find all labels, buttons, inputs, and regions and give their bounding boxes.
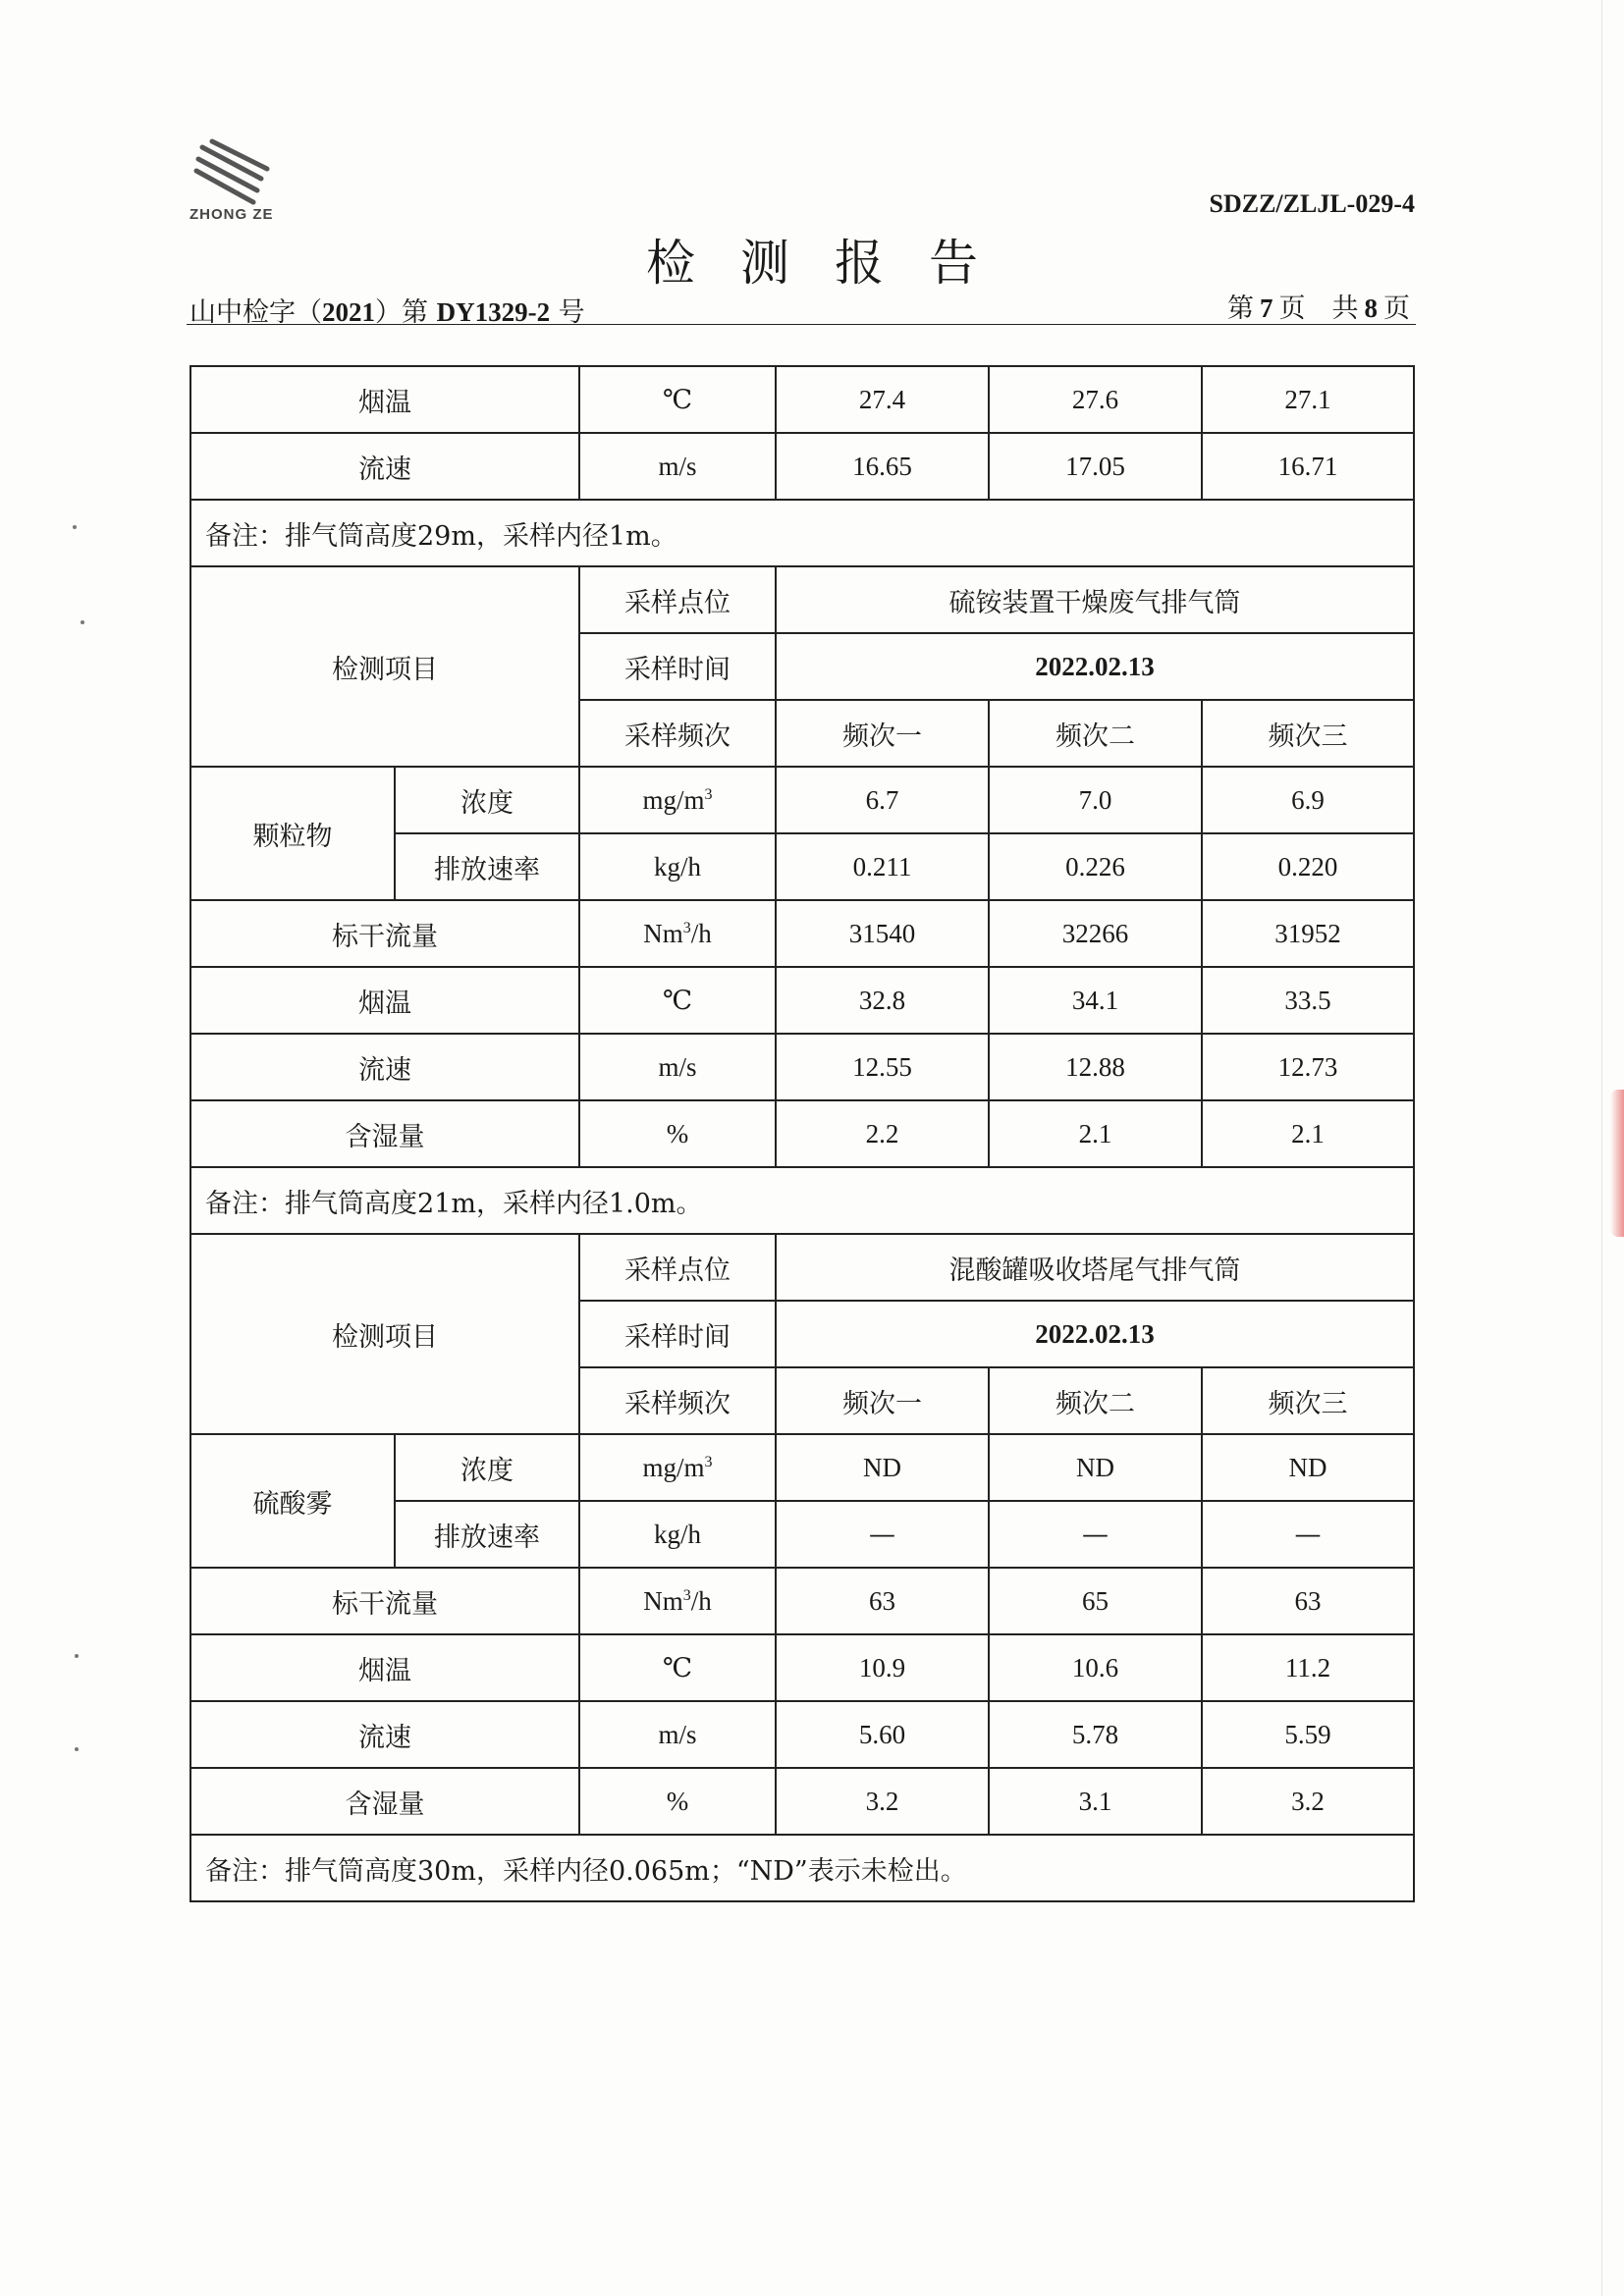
unit-cell: % — [579, 1100, 776, 1167]
value-cell: 0.220 — [1202, 833, 1414, 900]
value-cell: 11.2 — [1202, 1634, 1414, 1701]
table-row — [190, 1568, 1414, 1634]
freq-header: 频次一 — [776, 1367, 989, 1434]
value-cell: 5.78 — [989, 1701, 1202, 1768]
table-row — [190, 500, 1414, 566]
value-cell: 34.1 — [989, 967, 1202, 1034]
unit-cell: % — [579, 1768, 776, 1835]
page-info: 第 7 页 共 8 页 — [1227, 294, 1410, 324]
table-row — [190, 767, 1414, 833]
table-row — [190, 566, 1414, 633]
value-cell: 2.1 — [1202, 1100, 1414, 1167]
value-cell: 12.73 — [1202, 1034, 1414, 1100]
concentration-label: 浓度 — [395, 767, 579, 833]
table-row — [190, 1434, 1414, 1501]
header-rule — [187, 324, 1416, 325]
unit-cell: ℃ — [579, 967, 776, 1034]
unit-cell: $mg/m^3$ — [579, 767, 776, 833]
table-row — [190, 366, 1414, 433]
value-cell: 27.1 — [1202, 366, 1414, 433]
sample-point-label: 采样点位 — [579, 1234, 776, 1301]
unit-cell: m/s — [579, 1701, 776, 1768]
value-cell: 7.0 — [989, 767, 1202, 833]
item-label: 检测项目 — [190, 1234, 579, 1434]
concentration-label: 浓度 — [395, 1434, 579, 1501]
value-cell: 31540 — [776, 900, 989, 967]
value-cell: 0.211 — [776, 833, 989, 900]
value-cell: 2.2 — [776, 1100, 989, 1167]
value-cell: 6.9 — [1202, 767, 1414, 833]
sample-time-label: 采样时间 — [579, 633, 776, 700]
remark: 备注：排气筒高度30m，采样内径0.065m；“ND”表示未检出。 — [190, 1835, 1414, 1901]
value-cell: 63 — [1202, 1568, 1414, 1634]
table-row — [190, 433, 1414, 500]
table-row — [190, 1768, 1414, 1835]
sample-point-value: 硫铵装置干燥废气排气筒 — [776, 566, 1414, 633]
item-label: 检测项目 — [190, 566, 579, 767]
page-edge — [1601, 0, 1602, 2296]
sample-freq-label: 采样频次 — [579, 1367, 776, 1434]
value-cell: 16.65 — [776, 433, 989, 500]
moisture-label: 含湿量 — [190, 1768, 579, 1835]
value-cell: 6.7 — [776, 767, 989, 833]
logo-text: ZHONG ZE — [189, 206, 274, 223]
scan-speck — [81, 620, 84, 624]
freq-header: 频次一 — [776, 700, 989, 767]
std-flow-label: 标干流量 — [190, 900, 579, 967]
value-cell: 27.6 — [989, 366, 1202, 433]
value-cell: — — [776, 1501, 989, 1568]
value-cell: 32266 — [989, 900, 1202, 967]
sample-point-label: 采样点位 — [579, 566, 776, 633]
velocity-label: 流速 — [190, 1701, 579, 1768]
value-cell: ND — [989, 1434, 1202, 1501]
value-cell: 2.1 — [989, 1100, 1202, 1167]
table-row — [190, 1234, 1414, 1301]
value-cell: 63 — [776, 1568, 989, 1634]
emission-rate-label: 排放速率 — [395, 1501, 579, 1568]
value-cell: — — [1202, 1501, 1414, 1568]
value-cell: 3.2 — [776, 1768, 989, 1835]
sample-date: 2022.02.13 — [776, 1301, 1414, 1367]
value-cell: 10.6 — [989, 1634, 1202, 1701]
unit-cell: ℃ — [579, 1634, 776, 1701]
freq-header: 频次二 — [989, 700, 1202, 767]
scan-speck — [73, 525, 77, 529]
results-table — [189, 365, 1415, 1902]
value-cell: 3.1 — [989, 1768, 1202, 1835]
value-cell: 10.9 — [776, 1634, 989, 1701]
value-cell: 32.8 — [776, 967, 989, 1034]
table-row — [190, 1701, 1414, 1768]
velocity-label: 流速 — [190, 433, 579, 500]
value-cell: 27.4 — [776, 366, 989, 433]
flue-temp-label: 烟温 — [190, 1634, 579, 1701]
report-number: 山中检字（2021）第 DY1329-2 号 — [189, 297, 585, 328]
sample-date: 2022.02.13 — [776, 633, 1414, 700]
value-cell: 0.226 — [989, 833, 1202, 900]
unit-cell: m/s — [579, 1034, 776, 1100]
table-row — [190, 1100, 1414, 1167]
flue-temp-label: 烟温 — [190, 967, 579, 1034]
table-row — [190, 1167, 1414, 1234]
table-row — [190, 900, 1414, 967]
value-cell: — — [989, 1501, 1202, 1568]
table-row — [190, 1835, 1414, 1901]
value-cell: 12.55 — [776, 1034, 989, 1100]
value-cell: 17.05 — [989, 433, 1202, 500]
unit-cell: kg/h — [579, 1501, 776, 1568]
sample-time-label: 采样时间 — [579, 1301, 776, 1367]
value-cell: 5.60 — [776, 1701, 989, 1768]
value-cell: 65 — [989, 1568, 1202, 1634]
remark: 备注：排气筒高度21m，采样内径1.0m。 — [190, 1167, 1414, 1234]
emission-rate-label: 排放速率 — [395, 833, 579, 900]
value-cell: 5.59 — [1202, 1701, 1414, 1768]
scan-speck — [75, 1654, 79, 1658]
unit-cell: ℃ — [579, 366, 776, 433]
unit-cell: $mg/m^3$ — [579, 1434, 776, 1501]
pollutant-label: 硫酸雾 — [190, 1434, 395, 1568]
seal-edge — [1610, 1090, 1624, 1237]
freq-header: 频次三 — [1202, 700, 1414, 767]
value-cell: 3.2 — [1202, 1768, 1414, 1835]
value-cell: 31952 — [1202, 900, 1414, 967]
value-cell: 16.71 — [1202, 433, 1414, 500]
sample-freq-label: 采样频次 — [579, 700, 776, 767]
std-flow-label: 标干流量 — [190, 1568, 579, 1634]
page-title: 检测报告 — [646, 235, 1023, 292]
moisture-label: 含湿量 — [190, 1100, 579, 1167]
unit-cell: kg/h — [579, 833, 776, 900]
unit-cell: m/s — [579, 433, 776, 500]
table-row — [190, 1634, 1414, 1701]
sample-point-value: 混酸罐吸收塔尾气排气筒 — [776, 1234, 1414, 1301]
table-row — [190, 1034, 1414, 1100]
freq-header: 频次二 — [989, 1367, 1202, 1434]
scan-speck — [75, 1747, 79, 1751]
pollutant-label: 颗粒物 — [190, 767, 395, 900]
value-cell: ND — [776, 1434, 989, 1501]
value-cell: ND — [1202, 1434, 1414, 1501]
freq-header: 频次三 — [1202, 1367, 1414, 1434]
document-code: SDZZ/ZLJL-029-4 — [1209, 189, 1415, 218]
unit-cell: Nm$^3$/h — [579, 900, 776, 967]
remark: 备注：排气筒高度29m，采样内径1m。 — [190, 500, 1414, 566]
value-cell: 12.88 — [989, 1034, 1202, 1100]
value-cell: 33.5 — [1202, 967, 1414, 1034]
velocity-label: 流速 — [190, 1034, 579, 1100]
flue-temp-label: 烟温 — [190, 366, 579, 433]
table-row — [190, 967, 1414, 1034]
unit-cell: Nm$^3$/h — [579, 1568, 776, 1634]
